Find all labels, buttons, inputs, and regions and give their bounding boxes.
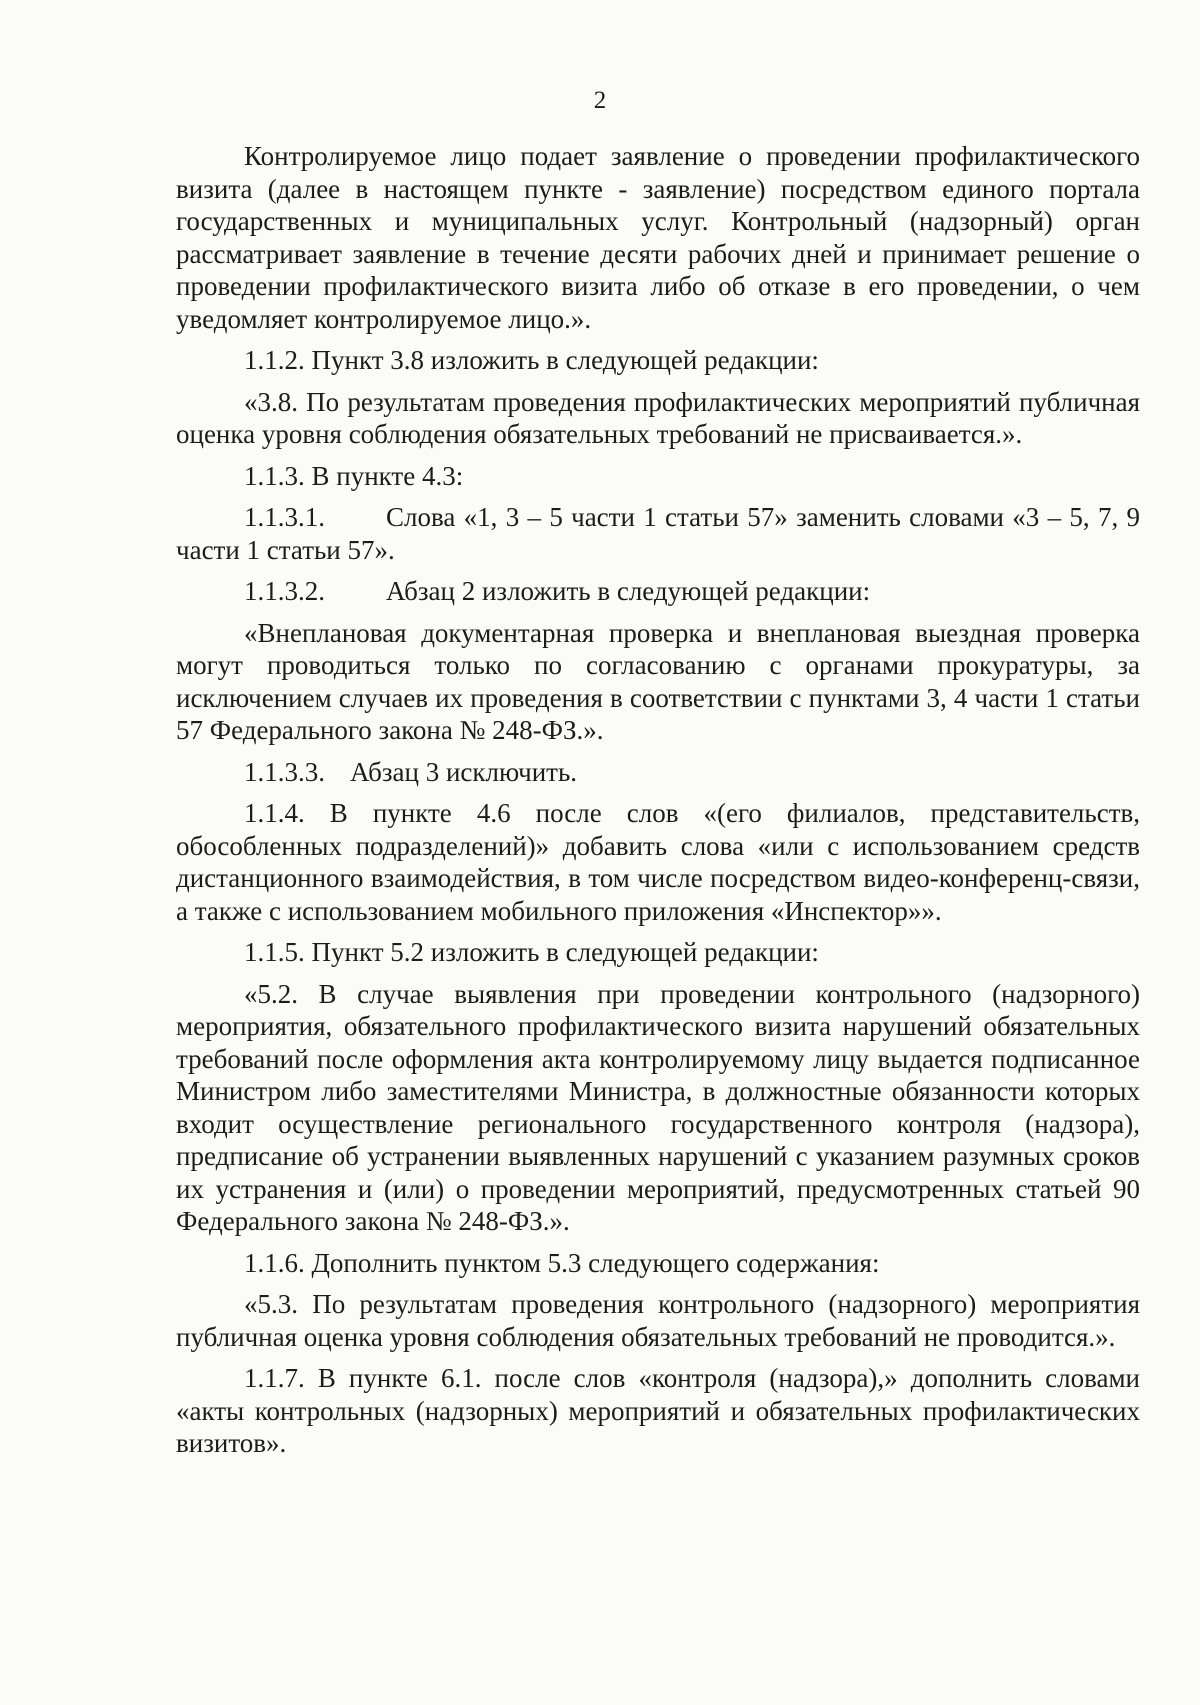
- paragraph: «Внеплановая документарная проверка и внеплановая выездная проверка могут проводиться только по согласованию с органами прокуратуры, за исключением случаев их проведения в соответствии с пунктами 3, 4 части 1 статьи 57 Федерального закона № 248-ФЗ.».: [176, 617, 1140, 745]
- paragraph: 1.1.4. В пункте 4.6 после слов «(его филиалов, представительств, обособленных подразделений)» добавить слова «или с использованием средств дистанционного взаимодействия, в том числе посредством видео-конференц-связи, а также с использованием мобильного приложения «Инспектор»».: [176, 798, 1140, 926]
- paragraph-number: 1.1.3.3.: [244, 756, 325, 787]
- paragraph: Контролируемое лицо подает заявление о проведении профилактического визита (далее в настоящем пункте - заявление) посредством единого портала государственных и муниципальных услуг. Контрольный (надзорный) орган рассматривает заявление в течение десяти рабочих дней и принимает решение о проведении профилактического визита либо об отказе в его проведении, о чем уведомляет контролируемое лицо.».: [176, 141, 1140, 334]
- page-number: 2: [593, 87, 607, 114]
- paragraph: 1.1.5. Пункт 5.2 изложить в следующей редакции:: [244, 937, 819, 967]
- paragraph: «3.8. По результатам проведения профилактических мероприятий публичная оценка уровня соблюдения обязательных требований не присваивается.».: [176, 386, 1140, 449]
- paragraph: 1.1.7. В пункте 6.1. после слов «контроля (надзора),» дополнить словами «акты контрольных (надзорных) мероприятий и обязательных профилактических визитов».: [176, 1363, 1140, 1458]
- paragraph-text: Абзац 2 изложить в следующей редакции:: [386, 576, 871, 606]
- paragraph-text: Абзац 3 исключить.: [350, 756, 578, 787]
- paragraph-number: 1.1.3.1.: [244, 502, 325, 532]
- paragraph: «5.3. По результатам проведения контрольного (надзорного) мероприятия публичная оценка уровня соблюдения обязательных требований не проводится.».: [176, 1289, 1140, 1352]
- numbered-paragraph: [176, 575, 1140, 608]
- paragraph-text: Слова «1, 3 – 5 части 1 статьи 57» заменить словами «3 – 5, 7, 9 части 1 статьи 57».: [176, 502, 1140, 565]
- document-body: [176, 140, 1140, 1460]
- numbered-paragraph: [176, 756, 1140, 789]
- paragraph: 1.1.2. Пункт 3.8 изложить в следующей редакции:: [244, 345, 819, 375]
- paragraph: 1.1.6. Дополнить пунктом 5.3 следующего содержания:: [244, 1247, 880, 1278]
- paragraph-number: 1.1.3.2.: [244, 576, 325, 606]
- paragraph: «5.2. В случае выявления при проведении контрольного (надзорного) мероприятия, обязательного профилактического визита нарушений обязательных требований после оформления акта контролируемому лицу выдается подписанное Министром либо заместителями Министра, в должностные обязанности которых входит осуществление регионального государственного контроля (надзора), предписание об устранении выявленных нарушений с указанием разумных сроков их устранения и (или) о проведении мероприятий, предусмотренных статьей 90 Федерального закона № 248-ФЗ.».: [176, 978, 1140, 1236]
- paragraph: 1.1.3. В пункте 4.3:: [244, 460, 464, 491]
- numbered-paragraph: [176, 501, 1140, 566]
